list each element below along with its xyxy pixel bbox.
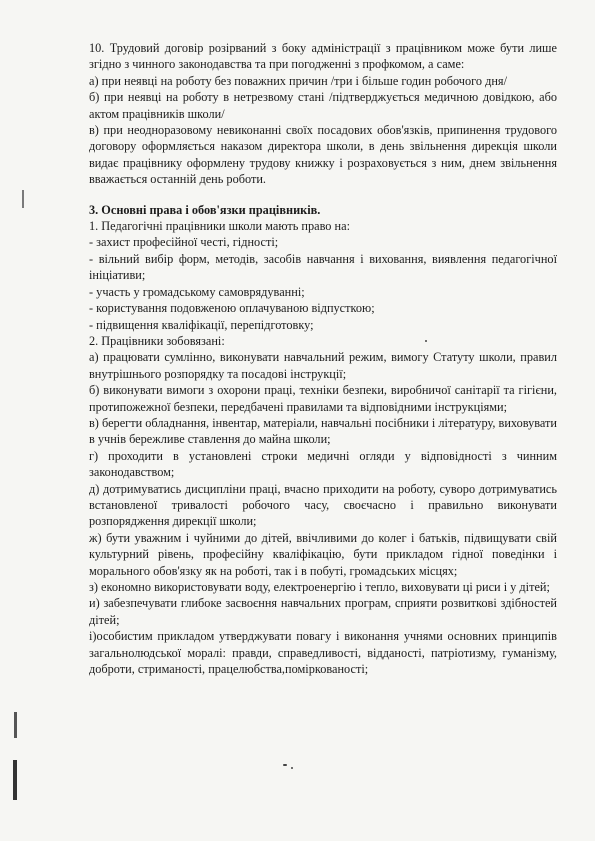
rights-item: - участь у громадському самоврядуванні; [89, 284, 305, 299]
duties-item: б) виконувати вимоги з охорони праці, техніки безпеки, виробничої санітарії та гігієни, протипожежної безпеки, передбачені правилами та відповідними інструкціями; [89, 383, 557, 414]
rights-intro: 1. Педагогічні працівники школи мають право на: [89, 219, 350, 234]
duties-item: и) забезпечувати глибоке засвоєння навчальних програм, сприяти розвиткові здібностей дітей; [89, 596, 557, 627]
rights-item: - підвищення кваліфікації, перепідготовку; [89, 317, 314, 332]
scan-speck [291, 767, 293, 769]
duties-item: і)особистим прикладом утверджувати повагу і виконання учнями основних принципів загальнолюдської моралі: правди, справедливості, відданості, патріотизму, гуманізму, доброти, стриманості, працелюбства,поміркованості; [89, 629, 557, 677]
scan-speck [283, 764, 287, 766]
section-3-heading: 3. Основні права і обов'язки працівників. [89, 202, 321, 217]
document-body [89, 40, 557, 677]
rights-item: - вільний вибір форм, методів, засобів навчання і виховання, виявлення педагогічної ініціативи; [89, 251, 557, 283]
duties-item: д) дотримуватись дисципліни праці, вчасно приходити на роботу, суворо дотримуватись встановленої тривалості робочого часу, своєчасно і правильно виконувати розпорядження дирекції школи; [89, 481, 557, 529]
scan-edge-mark [13, 760, 17, 800]
duties-item: в) берегти обладнання, інвентар, матеріали, навчальні посібники і літературу, виховувати в учнів бережливе ставлення до майна школи; [89, 415, 557, 447]
clause-10-v: в) при неодноразовому невиконанні своїх посадових обов'язків, припинення трудового договору оформляється наказом директора школи, в день звільнення дирекція школи видає працівнику оформлену трудову книжку і розраховується з ним, днем звільнення вважається останній день роботи. [89, 123, 557, 187]
duties-intro: 2. Працівники зобовязані: [89, 333, 225, 348]
clause-10-b: б) при неявці на роботу в нетрезвому стані /підтверджується медичною довідкою, або актом працівників школи/ [89, 90, 557, 121]
rights-item: - захист професійної честі, гідності; [89, 235, 279, 250]
duties-item: а) працювати сумлінно, виконувати навчальний режим, вимогу Статуту школи, правил внутрішнього розпорядку та посадові інструкції; [89, 350, 557, 381]
clause-10-a: а) при неявці на роботу без поважних причин /три і більше годин робочого дня/ [89, 73, 508, 88]
duties-item: з) економно використовувати воду, електроенергію і тепло, виховувати ці риси і у дітей; [89, 580, 550, 594]
scan-edge-mark [14, 712, 17, 738]
clause-10: 10. Трудовий договір розірваний з боку адміністрації з працівником може бути лише згідно з чинного законодавства та при погодженні з профкомом, а саме: [89, 41, 557, 72]
duties-item: ж) бути уважним і чуйними до дітей, ввічливими до колег і батьків, підвищувати свій культурний рівень, професійну кваліфікацію, бути прикладом гідної поведінки і морального обов'язку як на роботі, так і в побуті, громадських місцях; [89, 530, 557, 578]
scan-edge-mark [22, 190, 24, 208]
rights-item: - користування подовженою оплачуваною відпусткою; [89, 301, 375, 316]
duties-item: г) проходити в установлені строки медичні огляди у відповідності з чинним законодавством; [89, 448, 557, 480]
